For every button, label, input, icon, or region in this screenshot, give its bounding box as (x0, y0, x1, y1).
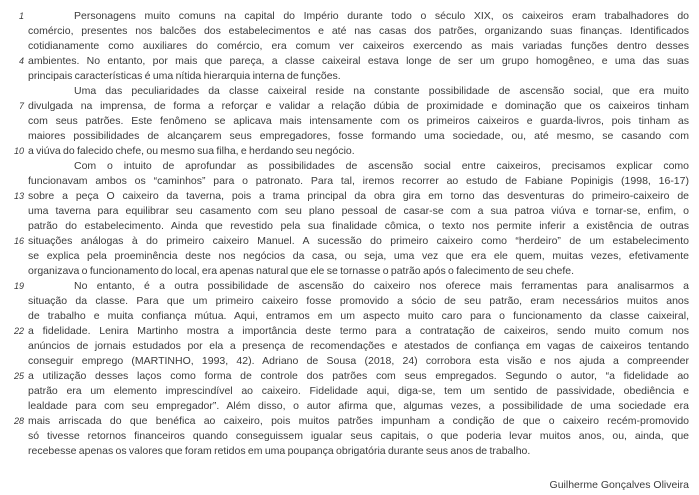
line-text: mais arriscada do que benéfica ao caixeiro, pois muitos patrões impunham a condição de que o caixeiro recém-promovido (28, 415, 689, 427)
line-number: 1 (18, 11, 24, 21)
text-line-row (0, 129, 689, 144)
text-line-row (0, 189, 689, 204)
text-line-row (0, 444, 689, 459)
text-line-row (0, 234, 689, 249)
text-line-row (0, 249, 689, 264)
text-body (0, 9, 689, 459)
text-line-row (0, 219, 689, 234)
text-line-row (0, 144, 689, 159)
line-text: a viúva do falecido chefe, ou mesmo sua filha, e herdando seu negócio. (28, 145, 355, 157)
text-line-row (0, 39, 689, 54)
line-text: só tivesse retornos financeiros quando conseguissem igualar seus capitais, o que poderia levar muitos anos, ou, ainda, que (28, 430, 689, 442)
line-text: Uma das peculiaridades da classe caixeiral reside na constante possibilidade de ascensão social, que era muito (74, 85, 689, 97)
text-line-row (0, 324, 689, 339)
text-line-row (0, 264, 689, 279)
text-line-row (0, 414, 689, 429)
text-line-row (0, 384, 689, 399)
text-line-row (0, 24, 689, 39)
line-text: Personagens muito comuns na capital do Império durante todo o século XIX, os caixeiros eram trabalhadores do (74, 10, 689, 22)
line-text: Com o intuito de aprofundar as possibilidades de ascensão social entre caixeiros, precisamos explicar como (74, 160, 689, 172)
line-text: patrão era um elemento imprescindível ao caixeiro. Fidelidade aqui, diga-se, tem um sentido de passividade, obediência e (28, 385, 689, 397)
text-line-row (0, 9, 689, 24)
line-number: 4 (18, 56, 24, 66)
line-text: patrão do estabelecimento. Ainda que revestido pela sua finalidade cômica, o texto nos permite inferir a existência de outras (28, 220, 689, 232)
line-number: 7 (18, 101, 24, 111)
line-text: No entanto, é a outra possibilidade de ascensão do caixeiro nos oferece mais ferramentas para analisarmos a (74, 280, 689, 292)
text-line-row (0, 429, 689, 444)
line-text: ambientes. No entanto, por mais que pareça, a classe caixeiral estava longe de ser um grupo homogêneo, e uma das suas (28, 55, 689, 67)
line-number: 19 (13, 281, 24, 291)
line-text: organizava o funcionamento do local, era apenas natural que ele se tornasse o patrão após o falecimento de seu chefe. (28, 265, 575, 277)
line-text: funcionavam ambos os “caminhos” para o patronato. Para tal, iremos recorrer ao estudo de Fabiane Popinigis (1998, 16-17) (28, 175, 689, 187)
author-credit: Guilherme Gonçalves Oliveira (549, 479, 689, 491)
text-line-row (0, 354, 689, 369)
line-text: maiores possibilidades de alcançarem seus empregadores, fosse formando uma sociedade, ou, até mesmo, se casando com (28, 130, 689, 142)
line-text: cotidianamente como auxiliares do comércio, era comum ver caixeiros exercendo as mais variadas funções dentro desses (28, 40, 689, 52)
line-text: a fidelidade. Lenira Martinho mostra a importância deste termo para a contratação de caixeiros, sendo muito comum nos (28, 325, 689, 337)
text-line-row (0, 309, 689, 324)
line-text: comércio, presentes nos balcões dos estabelecimentos e até nas casas dos patrões, organizando suas finanças. Identificados (28, 25, 689, 37)
line-number: 16 (13, 236, 24, 246)
text-line-row (0, 174, 689, 189)
text-line-row (0, 84, 689, 99)
text-line-row (0, 99, 689, 114)
line-number: 13 (13, 191, 24, 201)
line-text: sobre a peça O caixeiro da taverna, pois a trama principal da obra gira em torno das desventuras do primeiro-caixeiro de (28, 190, 689, 202)
line-number: 28 (13, 416, 24, 426)
line-text: anúncios de jornais estudados por ela a presença de recomendações e atestados de confiança em vagas de caixeiros tentando (28, 340, 689, 352)
text-line-row (0, 54, 689, 69)
line-text: situação da classe. Para que um primeiro caixeiro fosse promovido a sócio de seu patrão, eram necessários muitos anos (28, 295, 689, 307)
text-line-row (0, 279, 689, 294)
line-text: principais características é uma nítida hierarquia interna de funções. (28, 70, 341, 82)
line-text: se explica pela proeminência deste nos negócios da casa, ou seja, uma vez que era ele quem, muitas vezes, efetivamente (28, 250, 689, 262)
line-text: situações análogas à do primeiro caixeiro Manuel. A sucessão do primeiro caixeiro como “herdeiro” de um estabelecimento (28, 235, 689, 247)
text-line-row (0, 114, 689, 129)
text-line-row (0, 294, 689, 309)
line-number: 22 (13, 326, 24, 336)
line-text: de trabalho e muita confiança mútua. Aqui, entramos em um aspecto muito caro para o funcionamento da classe caixeiral, (28, 310, 689, 322)
line-text: uma taverna para equilibrar seu casamento com seu plano pessoal de casar-se com a sua patroa viúva e tornar-se, enfim, o (28, 205, 689, 217)
text-line-row (0, 399, 689, 414)
line-text: divulgada na imprensa, de forma a reforçar e validar a relação dúbia de proximidade e dominação que os caixeiros tinham (28, 100, 689, 112)
text-line-row (0, 339, 689, 354)
line-text: a utilização desses laços como forma de controle dos patrões com seus empregados. Segundo o autor, “a fidelidade ao (28, 370, 689, 382)
text-line-row (0, 69, 689, 84)
line-text: lealdade para com seu empregador”. Além disso, o autor afirma que, algumas vezes, a possibilidade de uma sociedade era (28, 400, 689, 412)
line-text: com seus patrões. Este fenômeno se aplicava mais intensamente com os primeiros caixeiros e guarda-livros, pois tinham as (28, 115, 689, 127)
text-line-row (0, 369, 689, 384)
line-text: conseguir emprego (MARTINHO, 1993, 42). Adriano de Sousa (2018, 24) corrobora esta visão e nos ajuda a compreender (28, 355, 689, 367)
text-line-row (0, 159, 689, 174)
text-line-row (0, 204, 689, 219)
line-text: recebesse apenas os valores que foram retidos em uma poupança obrigatória durante seus anos de trabalho. (28, 445, 531, 457)
line-number: 25 (13, 371, 24, 381)
line-number: 10 (13, 146, 24, 156)
